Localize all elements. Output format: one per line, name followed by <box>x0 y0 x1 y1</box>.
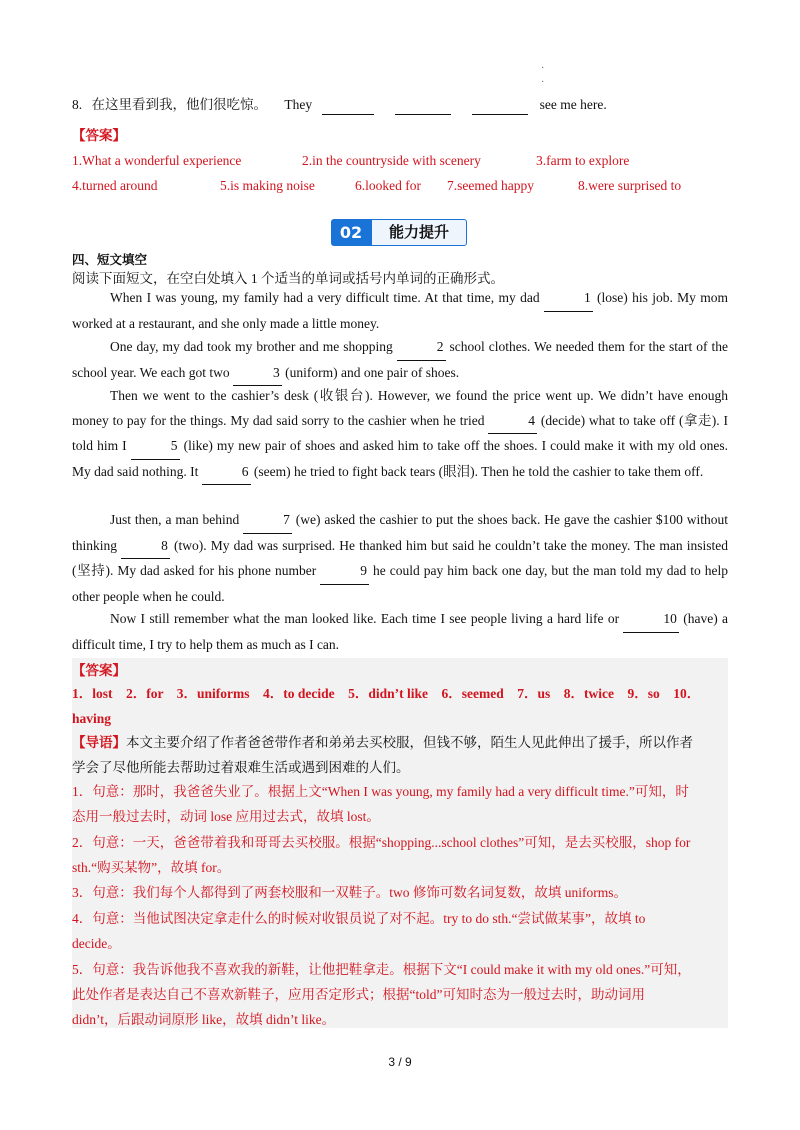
guide-text: 本文主要介绍了作者爸爸带作者和弟弟去买校服，但钱不够，陌生人见此伸出了援手，所以作者 <box>126 735 693 750</box>
passage-paragraph-1 <box>72 286 728 336</box>
passage-text: (like) my new pair of shoes and asked him to take off the shoes. I could make it with my old ones. My dad said nothing. It <box>72 438 729 479</box>
passage-text: (we) asked the cashier to put the shoes back. He gave the cashier $100 without thinking <box>72 512 728 553</box>
q8-number: 8. <box>72 97 83 112</box>
answer-item: 5.is making noise <box>220 178 315 193</box>
answer-row-1 <box>0 152 800 172</box>
blank-6[interactable]: 6 <box>202 460 251 486</box>
answer-item: 7.seemed happy <box>447 178 534 193</box>
explanation-2: 2．句意：一天，爸爸带着我和哥哥去买校服。根据“shopping...school clothes”可知，是去买校服，shop for <box>72 835 691 850</box>
passage-text: One day, my dad took my brother and me shopping <box>110 339 397 354</box>
explanation-5: 5．句意：我告诉他我不喜欢我的新鞋，让他把鞋拿走。根据下文“I could make it with my old ones.”可知， <box>72 962 691 977</box>
passage-text: (uniform) and one pair of shoes. <box>281 364 460 380</box>
passage-paragraph-2 <box>72 335 728 386</box>
q8-they: They <box>284 97 313 112</box>
banner-label: 能力提升 <box>371 219 467 246</box>
q8-blank-3[interactable] <box>472 96 528 115</box>
answer-explanation-box <box>72 658 728 1028</box>
explanation-5-end: didn’t，后跟动词原形 like，故填 didn’t like。 <box>72 1012 336 1027</box>
answer-item: 1.What a wonderful experience <box>72 153 242 168</box>
answer-list: 1．lost 2．for 3．uniforms 4．to decide 5．didn’t like 6．seemed 7．us 8．twice 9．so 10． <box>72 686 701 701</box>
blank-9[interactable]: 9 <box>320 559 369 585</box>
passage-text: Now I still remember what the man looked like. Each time I see people living a hard life or <box>110 611 624 626</box>
q8-blank-1[interactable] <box>322 96 374 115</box>
passage-paragraph-5 <box>72 607 728 657</box>
explanation-3: 3．句意：我们每个人都得到了两套校服和一双鞋子。two 修饰可数名词复数，故填 uniforms。 <box>72 885 627 900</box>
answer-label-2: 【答案】 <box>72 663 126 678</box>
answer-item: 3.farm to explore <box>536 153 630 168</box>
blank-1[interactable]: 1 <box>544 286 593 312</box>
blank-7[interactable]: 7 <box>243 508 292 534</box>
section-title: 四、短文填空 <box>72 252 148 267</box>
explanation-1: 1．句意：那时，我爸爸失业了。根据上文“When I was young, my family had a very difficult time.”可知，时 <box>72 784 689 799</box>
answer-item: 4.turned around <box>72 178 158 193</box>
passage-text: (two). My dad was surprised. He thanked him but said he couldn’t take the money. The man insisted (坚持). My dad asked for his phone number <box>72 537 728 579</box>
passage-text: (have) a difficult time, I try to help them as much as I can. <box>72 611 728 652</box>
banner-number: 02 <box>331 219 371 246</box>
q8-chinese: 在这里看到我，他们很吃惊。 <box>91 97 267 112</box>
answer-label-1: 【答案】 <box>72 128 126 143</box>
blank-10[interactable]: 10 <box>623 607 679 633</box>
passage-paragraph-3 <box>72 384 728 485</box>
answer-row-2 <box>0 177 800 197</box>
passage-text: Then we went to the cashier’s desk (收银台). However, we found the price went up. We didn’t have enough money to pay for the things. My dad said sorry to the cashier when he tried <box>72 388 728 428</box>
passage-text: (decide) what to take off (拿走). I told him I <box>72 412 728 454</box>
answer-list-continued: having <box>72 711 112 726</box>
guide-text-continued: 学会了尽他所能去帮助过着艰难生活或遇到困难的人们。 <box>72 760 410 775</box>
explanation-4: 4．句意：当他试图决定拿走什么的时候对收银员说了对不起。try to do sth.“尝试做某事”，故填 to <box>72 911 646 926</box>
page-number: 3 / 9 <box>388 1055 412 1069</box>
explanation-1-continued: 态用一般过去时，动词 lose 应用过去式，故填 lost。 <box>72 809 380 824</box>
explanation-5-continued: 此处作者是表达自己不喜欢新鞋子，应用否定形式；根据“told”可知时态为一般过去时，助动词用 <box>72 987 645 1002</box>
blank-8[interactable]: 8 <box>121 534 170 560</box>
answer-item: 2.in the countryside with scenery <box>302 153 481 168</box>
passage-paragraph-4 <box>72 508 728 609</box>
explanation-4-continued: decide。 <box>72 936 121 951</box>
guide-line <box>72 730 728 755</box>
blank-4[interactable]: 4 <box>488 409 537 435</box>
decorative-dots: · · <box>541 63 545 88</box>
passage-text: (lose) his job. My mom worked at a restaurant, and she only made a little money. <box>72 290 728 331</box>
passage-text: When I was young, my family had a very difficult time. At that time, my dad <box>110 290 544 305</box>
question-8 <box>72 96 607 115</box>
q8-blank-2[interactable] <box>395 96 451 115</box>
section-instruction: 阅读下面短文，在空白处填入 1 个适当的单词或括号内单词的正确形式。 <box>72 271 504 286</box>
passage-text: (seem) he tried to fight back tears (眼泪). Then he told the cashier to take them off. <box>250 463 704 479</box>
passage-text: Just then, a man behind <box>110 512 244 527</box>
blank-2[interactable]: 2 <box>397 335 446 361</box>
guide-label: 【导语】 <box>72 735 126 750</box>
section-banner <box>331 219 467 246</box>
blank-3[interactable]: 3 <box>233 361 282 387</box>
blank-5[interactable]: 5 <box>131 434 180 460</box>
explanation-2-continued: sth.“购买某物”，故填 for。 <box>72 860 231 875</box>
passage-text: he could pay him back one day, but the man told my dad to help other people when he could. <box>72 563 728 604</box>
answer-item: 6.looked for <box>355 178 421 193</box>
answer-item: 8.were surprised to <box>578 178 682 193</box>
passage-text: school clothes. We needed them for the start of the school year. We each got two <box>72 339 728 380</box>
q8-end: see me here. <box>539 97 607 112</box>
